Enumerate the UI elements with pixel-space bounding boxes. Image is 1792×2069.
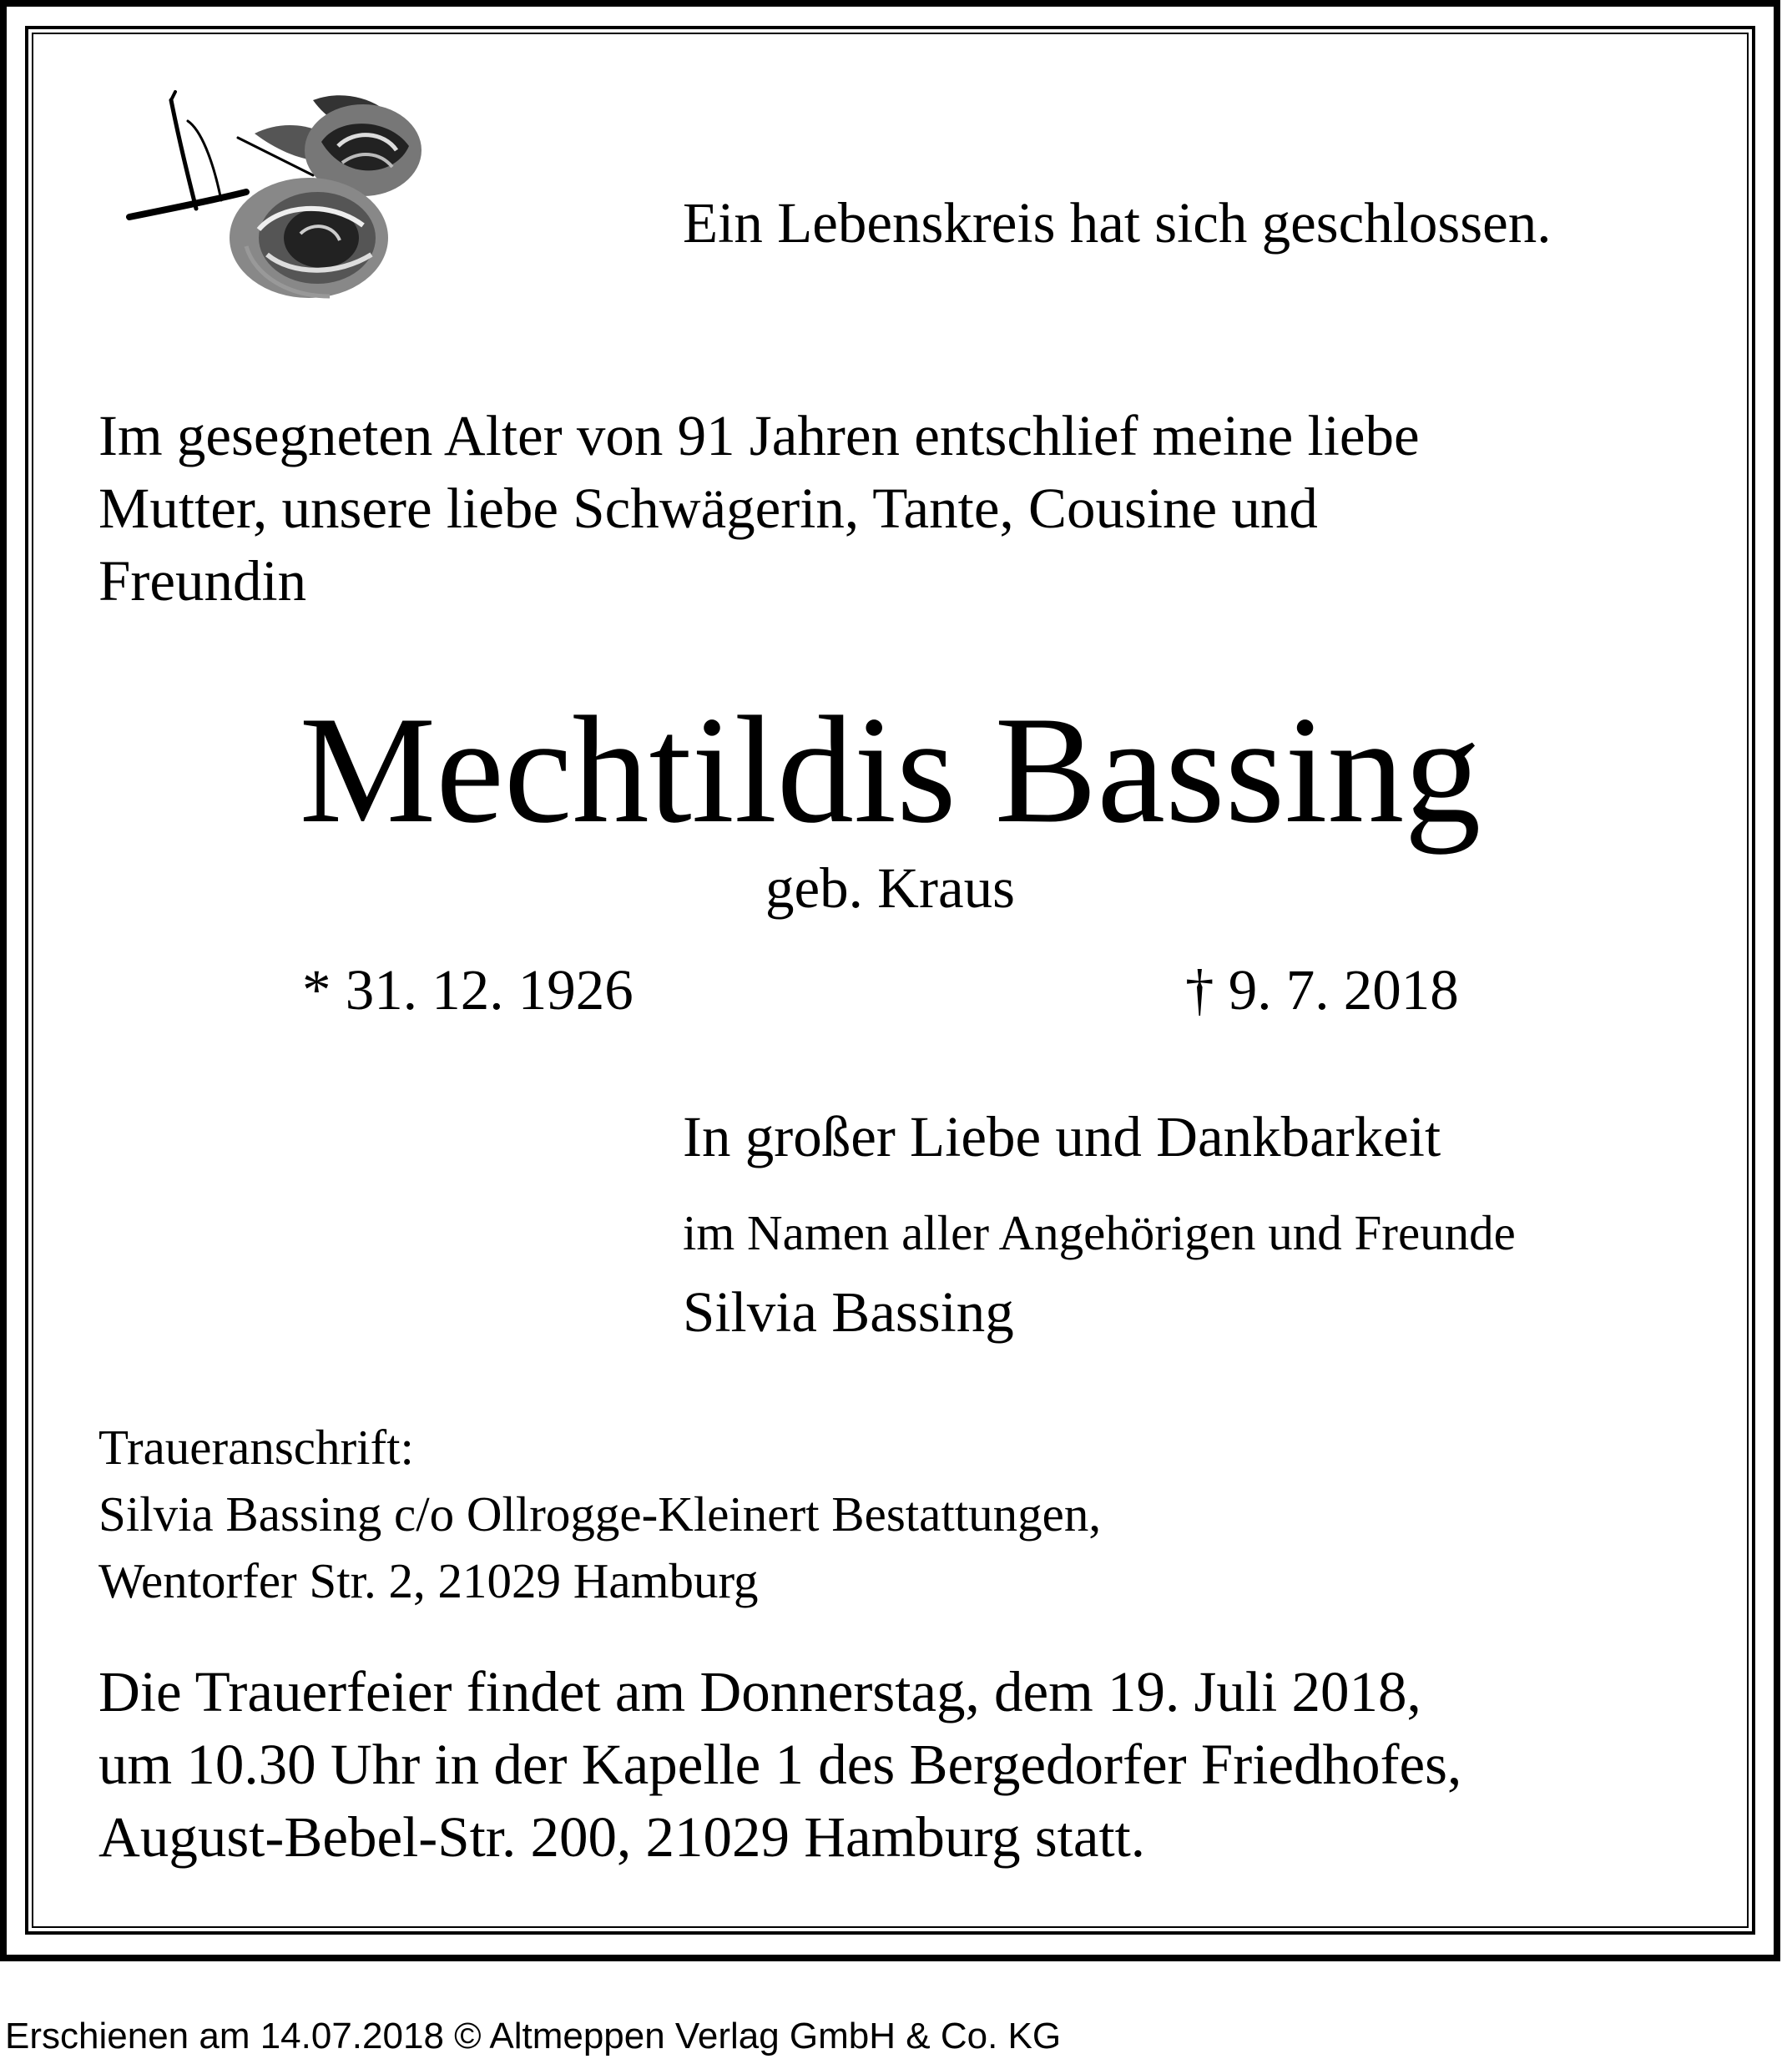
ceremony-line-2: um 10.30 Uhr in der Kapelle 1 des Bergedorfer Friedhofes,: [98, 1733, 1462, 1796]
deceased-name: Mechtildis Bassing: [299, 684, 1482, 855]
ceremony-line-1: Die Trauerfeier findet am Donnerstag, dem 19. Juli 2018,: [98, 1660, 1421, 1723]
motto: Ein Lebenskreis hat sich geschlossen.: [683, 191, 1552, 255]
rose-icon: [121, 83, 447, 305]
address-line-1: Silvia Bassing c/o Ollrogge-Kleinert Bestattungen,: [98, 1486, 1102, 1542]
signer-name: Silvia Bassing: [683, 1280, 1014, 1344]
death-date: † 9. 7. 2018: [1185, 958, 1459, 1022]
gratitude-text: In großer Liebe und Dankbarkeit: [683, 1105, 1441, 1168]
birth-date: * 31. 12. 1926: [302, 958, 634, 1022]
intro-line-3: Freundin: [98, 549, 307, 613]
ceremony-line-3: August-Bebel-Str. 200, 21029 Hamburg statt.: [98, 1805, 1146, 1869]
intro-line-2: Mutter, unsere liebe Schwägerin, Tante, Cousine und: [98, 477, 1318, 540]
on-behalf-text: im Namen aller Angehörigen und Freunde: [683, 1205, 1516, 1260]
notice-inner-border-line: [32, 33, 1749, 1928]
address-heading: Traueranschrift:: [98, 1420, 414, 1475]
address-line-2: Wentorfer Str. 2, 21029 Hamburg: [98, 1553, 759, 1608]
intro-line-1: Im gesegneten Alter von 91 Jahren entschlief meine liebe: [98, 404, 1420, 467]
publication-footer: Erschienen am 14.07.2018 © Altmeppen Verlag GmbH & Co. KG: [5, 2016, 1062, 2056]
maiden-name: geb. Kraus: [765, 856, 1015, 920]
